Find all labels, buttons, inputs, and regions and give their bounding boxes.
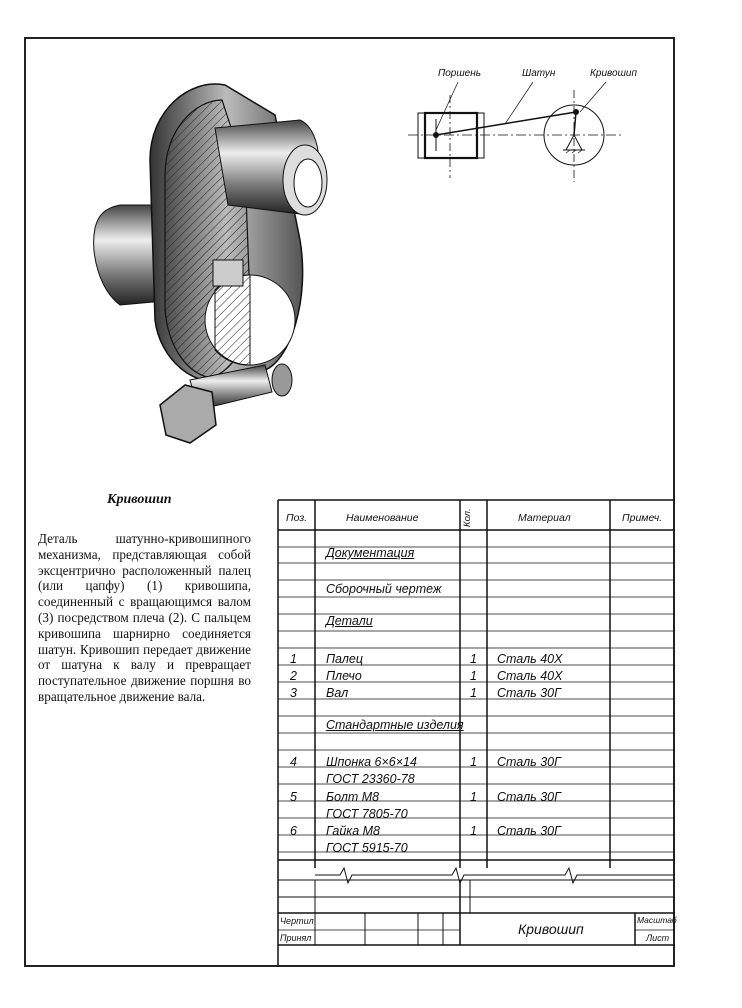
row-5-name: Болт М8 (326, 790, 380, 804)
row-5-qty: 1 (470, 790, 477, 804)
row-4-std: ГОСТ 23360-78 (326, 772, 415, 786)
row-1-material: Сталь 40Х (497, 652, 563, 666)
row-6-name: Гайка М8 (326, 824, 380, 838)
row-5-material: Сталь 30Г (497, 790, 561, 804)
row-3-name: Вал (326, 686, 349, 700)
stamp-drawn: Чертил (280, 916, 314, 926)
crank-label: Кривошип (590, 68, 637, 79)
row-6-qty: 1 (470, 824, 477, 838)
section-assembly: Сборочный чертеж (326, 582, 442, 596)
header-note: Примеч. (622, 512, 663, 524)
row-4-material: Сталь 30Г (497, 755, 561, 769)
rod-label: Шатун (522, 68, 556, 79)
row-3-qty: 1 (470, 686, 477, 700)
row-5-pos: 5 (290, 790, 297, 804)
row-6-pos: 6 (290, 824, 297, 838)
stamp-title: Кривошип (518, 921, 584, 937)
row-2-qty: 1 (470, 669, 477, 683)
description-text: Деталь шатунно-кривошипного механизма, представляющая собой эксцентрично расположенный палец (или цапфу) (1) кривошипа, соединенный с вращающимся валом (3) посредством плеча (2). С пальцем кривошипа шарнирно соединяется шатун. Кривошип передает движение от шатуна к валу и превращает поступательное движение поршня во вращательное движение вала. (38, 531, 251, 704)
header-qty: Кол. (462, 508, 473, 527)
row-3-pos: 3 (290, 686, 297, 700)
row-2-material: Сталь 40Х (497, 669, 563, 683)
header-name: Наименование (346, 512, 419, 524)
row-1-name: Палец (326, 652, 364, 666)
row-4-pos: 4 (290, 755, 297, 769)
piston-label: Поршень (438, 68, 481, 79)
row-4-qty: 1 (470, 755, 477, 769)
stamp-approved: Принял (280, 933, 312, 943)
crank-illustration (94, 84, 327, 443)
stamp-scale: Масштаб (637, 915, 677, 925)
section-standard: Стандартные изделия (326, 718, 464, 732)
caption-title: Кривошип (107, 492, 172, 507)
row-1-qty: 1 (470, 652, 477, 666)
stamp-sheet: Лист (646, 933, 670, 943)
spec-table-lines (278, 500, 675, 967)
header-pos: Поз. (286, 512, 308, 524)
header-material: Материал (518, 512, 571, 524)
row-6-material: Сталь 30Г (497, 824, 561, 838)
row-1-pos: 1 (290, 652, 297, 666)
mechanism-schematic (408, 82, 622, 182)
section-docs: Документация (326, 546, 415, 560)
row-5-std: ГОСТ 7805-70 (326, 807, 408, 821)
row-6-std: ГОСТ 5915-70 (326, 841, 408, 855)
row-2-name: Плечо (326, 669, 362, 683)
section-parts: Детали (326, 614, 373, 628)
row-4-name: Шпонка 6×6×14 (326, 755, 417, 769)
row-3-material: Сталь 30Г (497, 686, 561, 700)
row-2-pos: 2 (290, 669, 297, 683)
